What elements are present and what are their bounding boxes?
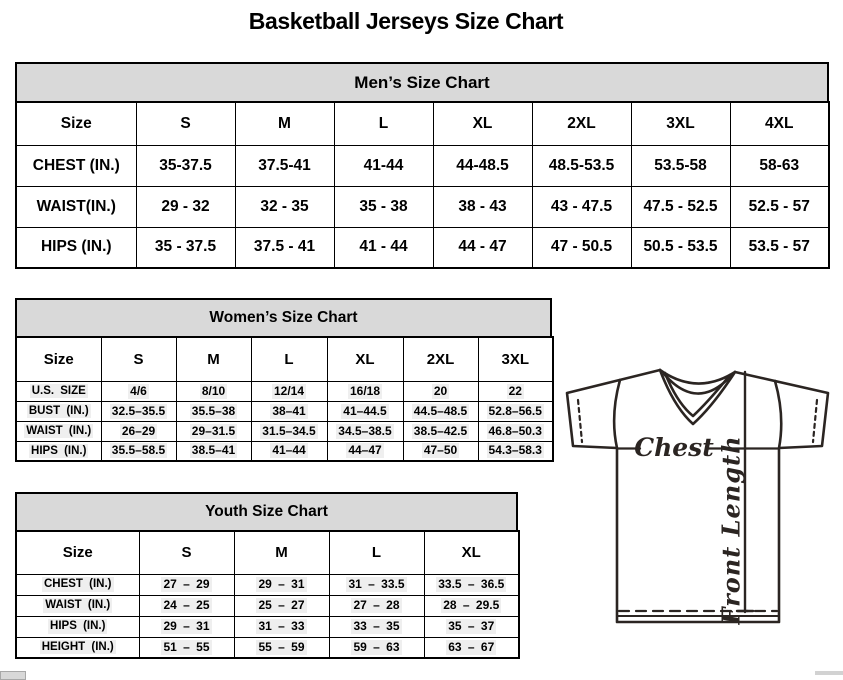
chest-label: Chest [634,433,714,462]
value-cell [251,381,327,401]
page-title: Basketball Jerseys Size Chart [248,8,564,34]
column-header: S [139,531,234,574]
table-row [16,574,519,595]
value-cell [139,637,234,658]
jersey-outline [567,370,828,622]
column-header: S [101,337,176,381]
value-cell [176,421,251,441]
value-cell [327,421,403,441]
value-cell [234,637,329,658]
value-cell [329,637,424,658]
cell-text: 16/18 [349,383,381,398]
cell-text: 27 – 29 [163,577,210,591]
header-row [16,531,519,574]
value-cell [329,595,424,616]
cell-text: 41–44 [272,443,306,458]
table-row [16,401,553,421]
value-cell [176,381,251,401]
row-label [16,637,139,658]
table-row [16,637,519,658]
cell-text: 52.8–56.5 [488,403,542,418]
cell-text: 46.8–50.3 [488,423,542,438]
jersey-left-cuff-stitch [578,400,582,442]
value-cell: 41-44 [334,145,433,186]
column-header: Size [16,337,101,381]
column-header: Size [16,531,139,574]
value-cell: 53.5-58 [631,145,730,186]
cell-text: 27 – 28 [353,598,400,612]
cell-text: 51 – 55 [163,639,210,654]
value-cell [403,381,478,401]
value-cell [329,616,424,637]
column-header: 3XL [631,102,730,145]
column-header: L [334,102,433,145]
cell-text: 35.5–58.5 [111,443,166,458]
cell-text: 31 – 33.5 [348,577,405,591]
value-cell: 58-63 [730,145,829,186]
value-cell [101,401,176,421]
row-label [16,381,101,401]
value-cell [251,441,327,461]
value-cell [327,401,403,421]
value-cell [139,616,234,637]
value-cell: 50.5 - 53.5 [631,227,730,268]
cell-text: 31 – 33 [258,619,305,633]
row-label [16,421,101,441]
value-cell: 52.5 - 57 [730,186,829,227]
cell-text: 35.5–38 [191,403,236,418]
value-cell: 35 - 37.5 [136,227,235,268]
cell-text: 24 – 25 [163,598,210,612]
column-header: M [176,337,251,381]
value-cell: 44-48.5 [433,145,532,186]
value-cell [176,401,251,421]
youth-size-table [15,530,520,659]
scrollbar-artifact [815,671,843,675]
cell-text: 12/14 [273,383,305,398]
value-cell [478,421,553,441]
row-label [16,616,139,637]
value-cell [424,574,519,595]
jersey-right-cuff-stitch [813,400,817,442]
cell-text: 26–29 [121,423,156,438]
column-header: M [234,531,329,574]
cell-text: 34.5–38.5 [338,423,392,438]
table-row [16,227,829,268]
row-label: CHEST (IN.) [16,145,136,186]
value-cell [234,595,329,616]
value-cell: 41 - 44 [334,227,433,268]
table-row [16,616,519,637]
value-cell [101,421,176,441]
value-cell: 37.5-41 [235,145,334,186]
cell-text: BUST (IN.) [28,404,89,417]
cell-text: 29 – 31 [258,577,305,591]
value-cell: 37.5 - 41 [235,227,334,268]
value-cell [101,381,176,401]
cell-text: 38.5–41 [191,443,236,458]
cell-text: 4/6 [130,383,147,398]
value-cell [101,441,176,461]
cell-text: 25 – 27 [258,598,305,612]
value-cell [251,401,327,421]
cell-text: 47–50 [423,443,458,458]
cell-text: 29 – 31 [163,619,210,633]
column-header: 3XL [478,337,553,381]
column-header: 4XL [730,102,829,145]
value-cell [424,616,519,637]
row-label: HIPS (IN.) [16,227,136,268]
cell-text: 38–41 [272,403,306,418]
value-cell: 47.5 - 52.5 [631,186,730,227]
mens-size-chart [15,62,829,269]
cell-text: 31.5–34.5 [262,423,316,438]
cell-text: 32.5–35.5 [111,403,166,418]
mens-size-table [15,101,830,269]
column-header: XL [327,337,403,381]
column-header: S [136,102,235,145]
cell-text: 44–47 [348,443,382,458]
value-cell [234,616,329,637]
cell-text: HIPS (IN.) [50,620,106,633]
row-label [16,595,139,616]
cell-text: 28 – 29.5 [443,598,500,612]
cell-text: 38.5–42.5 [413,423,468,438]
cell-text: HEIGHT (IN.) [41,641,114,654]
cell-text: 29–31.5 [191,423,236,438]
row-label [16,441,101,461]
header-row [16,102,829,145]
value-cell [176,441,251,461]
cell-text: 33 – 35 [353,619,400,633]
table-row [16,381,553,401]
womens-size-chart [15,298,552,462]
value-cell: 47 - 50.5 [532,227,631,268]
value-cell: 29 - 32 [136,186,235,227]
cell-text: U.S. SIZE [31,384,86,397]
table-row [16,441,553,461]
table-row [16,186,829,227]
cell-text: HIPS (IN.) [31,444,87,457]
value-cell: 43 - 47.5 [532,186,631,227]
value-cell [424,595,519,616]
column-header: 2XL [403,337,478,381]
value-cell [478,381,553,401]
table-row [16,145,829,186]
womens-chart-title: Women’s Size Chart [15,298,552,338]
value-cell: 35-37.5 [136,145,235,186]
value-cell: 44 - 47 [433,227,532,268]
column-header: XL [424,531,519,574]
cell-text: 20 [433,383,448,398]
cell-text: WAIST (IN.) [45,599,111,612]
value-cell [403,401,478,421]
table-row [16,595,519,616]
cell-text: 8/10 [201,383,226,398]
cell-text: 33.5 – 36.5 [438,577,505,591]
value-cell [478,401,553,421]
column-header: L [329,531,424,574]
cell-text: 35 – 37 [448,619,495,633]
column-header: Size [16,102,136,145]
row-label [16,574,139,595]
youth-chart-title: Youth Size Chart [15,492,518,532]
value-cell [478,441,553,461]
cell-text: 22 [508,383,522,398]
cell-text: 44.5–48.5 [413,403,468,418]
cell-text: 63 – 67 [448,639,495,654]
value-cell [327,381,403,401]
value-cell [234,574,329,595]
cell-text: CHEST (IN.) [43,578,112,591]
value-cell [251,421,327,441]
jersey-left-seam [614,380,620,448]
front-length-label: Front Length [716,435,746,625]
column-header: L [251,337,327,381]
header-row [16,337,553,381]
value-cell [329,574,424,595]
cell-text: WAIST (IN.) [26,424,92,437]
womens-size-table [15,336,554,462]
column-header: M [235,102,334,145]
column-header: 2XL [532,102,631,145]
value-cell: 48.5-53.5 [532,145,631,186]
row-label: WAIST(IN.) [16,186,136,227]
value-cell: 32 - 35 [235,186,334,227]
column-header: XL [433,102,532,145]
value-cell: 53.5 - 57 [730,227,829,268]
cell-text: 41–44.5 [343,403,387,418]
mens-chart-title: Men’s Size Chart [15,62,829,103]
value-cell: 35 - 38 [334,186,433,227]
value-cell [139,595,234,616]
table-row [16,421,553,441]
value-cell [403,421,478,441]
value-cell [403,441,478,461]
value-cell [139,574,234,595]
jersey-measurement-diagram [558,360,842,628]
row-label [16,401,101,421]
cell-text: 54.3–58.3 [488,443,542,458]
value-cell [327,441,403,461]
jersey-right-seam [775,381,781,448]
youth-size-chart [15,492,518,659]
value-cell: 38 - 43 [433,186,532,227]
cell-text: 59 – 63 [353,639,400,654]
value-cell [424,637,519,658]
cell-text: 55 – 59 [258,639,305,654]
